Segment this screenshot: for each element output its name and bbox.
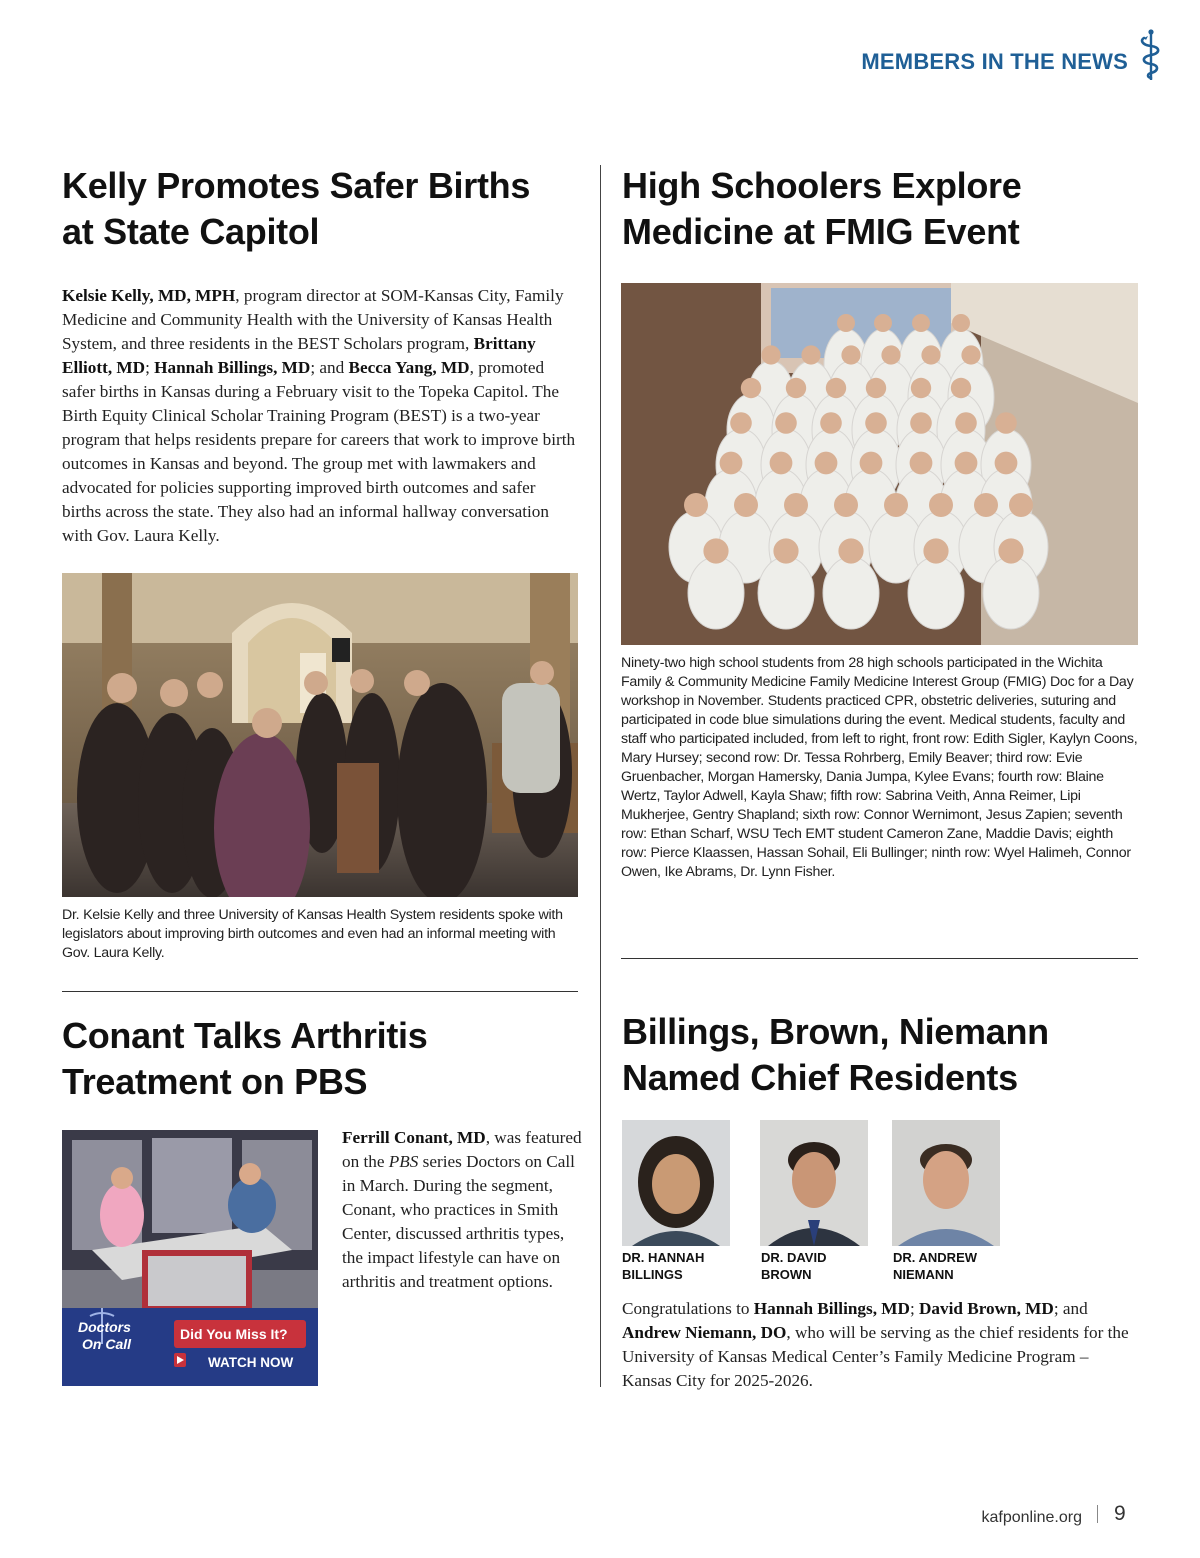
kelly-photo-caption: Dr. Kelsie Kelly and three University of Kansas Health System residents spoke with legislators about improving birth outcomes and even had an informal meeting with Gov. Laura Kelly.: [62, 907, 563, 961]
portrait-name-billings: DR. HANNAH BILLINGS: [622, 1250, 705, 1282]
section-label: MEMBERS IN THE NEWS: [861, 49, 1128, 74]
portrait-name-brown: DR. DAVID BROWN: [761, 1250, 827, 1282]
footer-website[interactable]: kafponline.org: [981, 1509, 1082, 1526]
fmig-photo-caption: Ninety-two high school students from 28 high schools participated in the Wichita Family & Community Medicine Family Medicine Interest Group (FMIG) Doc for a Day workshop in November. Students practiced CPR, obstetric deliveries, suturing and participated in code blue simulations during the event. Medical students, faculty and staff who participated included, from left to right, front row: Edith Sigler, Kaylyn Coons, Mary Hursey; second row: Dr. Tessa Rohrberg, Emily Beaver; third row: Evie Gruenbacher, Morgan Hamersky, Dania Jumpa, Kylee Evans; fourth row: Blaine Wertz, Taylor Adwell, Kayla Shaw; fifth row: Sabrina Veith, Anna Reimer, Lipi Mukherjee, Gentry Shapland; sixth row: Connor Wernimont, Jesus Zapien; seventh row: Ethan Scharf, WSU Tech EMT student Cameron Zane, Maddie Davis; eighth row: Pierce Klaassen, Hassan Sohail, Eli Bullinger; ninth row: Wyel Halimeh, Connor Owen, Ike Abrams, Dr. Lynn Fisher.: [621, 655, 1138, 880]
promo-headline: Did You Miss It?: [180, 1326, 288, 1342]
kelly-article-body: Kelsie Kelly, MD, MPH, program director at SOM-Kansas City, Family Medicine and Community Health with the University of Kansas Health System, and three residents in the BEST Scholars program, Brittany Elliott, MD; Hannah Billings, MD; and Becca Yang, MD, promoted safer births in Kansas during a February visit to the Topeka Capitol. The Birth Equity Clinical Scholar Training Program (BEST) is a two-year program that helps residents prepare for careers that work to improve birth outcomes in Kansas and beyond. The group met with lawmakers and advocated for policies supporting improved birth outcomes and safer births across the state. They also had an informal hallway conversation with Gov. Laura Kelly.: [62, 286, 576, 545]
portrait-andrew-niemann: [892, 1120, 1000, 1246]
kelly-article-title: Kelly Promotes Safer Births at State Capitol: [62, 165, 531, 252]
portrait-david-brown: [760, 1120, 868, 1246]
fmig-article-title: High Schoolers Explore Medicine at FMIG Event: [622, 165, 1022, 252]
chiefs-article-body: Congratulations to Hannah Billings, MD; David Brown, MD; and Andrew Niemann, DO, who will be serving as the chief residents for the University of Kansas Medical Center’s Family Medicine Program – Kansas City for 2025-2026.: [622, 1299, 1129, 1390]
footer-divider: [1097, 1505, 1098, 1523]
column-divider: [600, 165, 601, 1387]
conant-article-title: Conant Talks Arthritis Treatment on PBS: [62, 1015, 428, 1102]
doctors-on-call-logo-line2: On Call: [82, 1336, 132, 1352]
caduceus-icon: [1138, 28, 1164, 82]
doctors-on-call-promo-image[interactable]: [62, 1130, 318, 1386]
left-column-rule: [62, 991, 578, 992]
conant-article-body: Ferrill Conant, MD, was featured on the PBS series Doctors on Call in March. During the segment, Conant, who practices in Smith Center, discussed arthritis types, the impact lifestyle can have on arthritis and treatment options.: [342, 1128, 582, 1291]
right-column-rule: [621, 958, 1138, 959]
watch-now-button[interactable]: WATCH NOW: [208, 1355, 294, 1370]
chiefs-article-title: Billings, Brown, Niemann Named Chief Residents: [622, 1011, 1049, 1098]
fmig-group-photo: [621, 283, 1138, 645]
portrait-hannah-billings: [622, 1120, 730, 1246]
capitol-hallway-photo: [62, 573, 578, 897]
doctors-on-call-logo-line1: Doctors: [78, 1319, 131, 1335]
portrait-name-niemann: DR. ANDREW NIEMANN: [893, 1250, 978, 1282]
page-number: 9: [1114, 1502, 1126, 1525]
